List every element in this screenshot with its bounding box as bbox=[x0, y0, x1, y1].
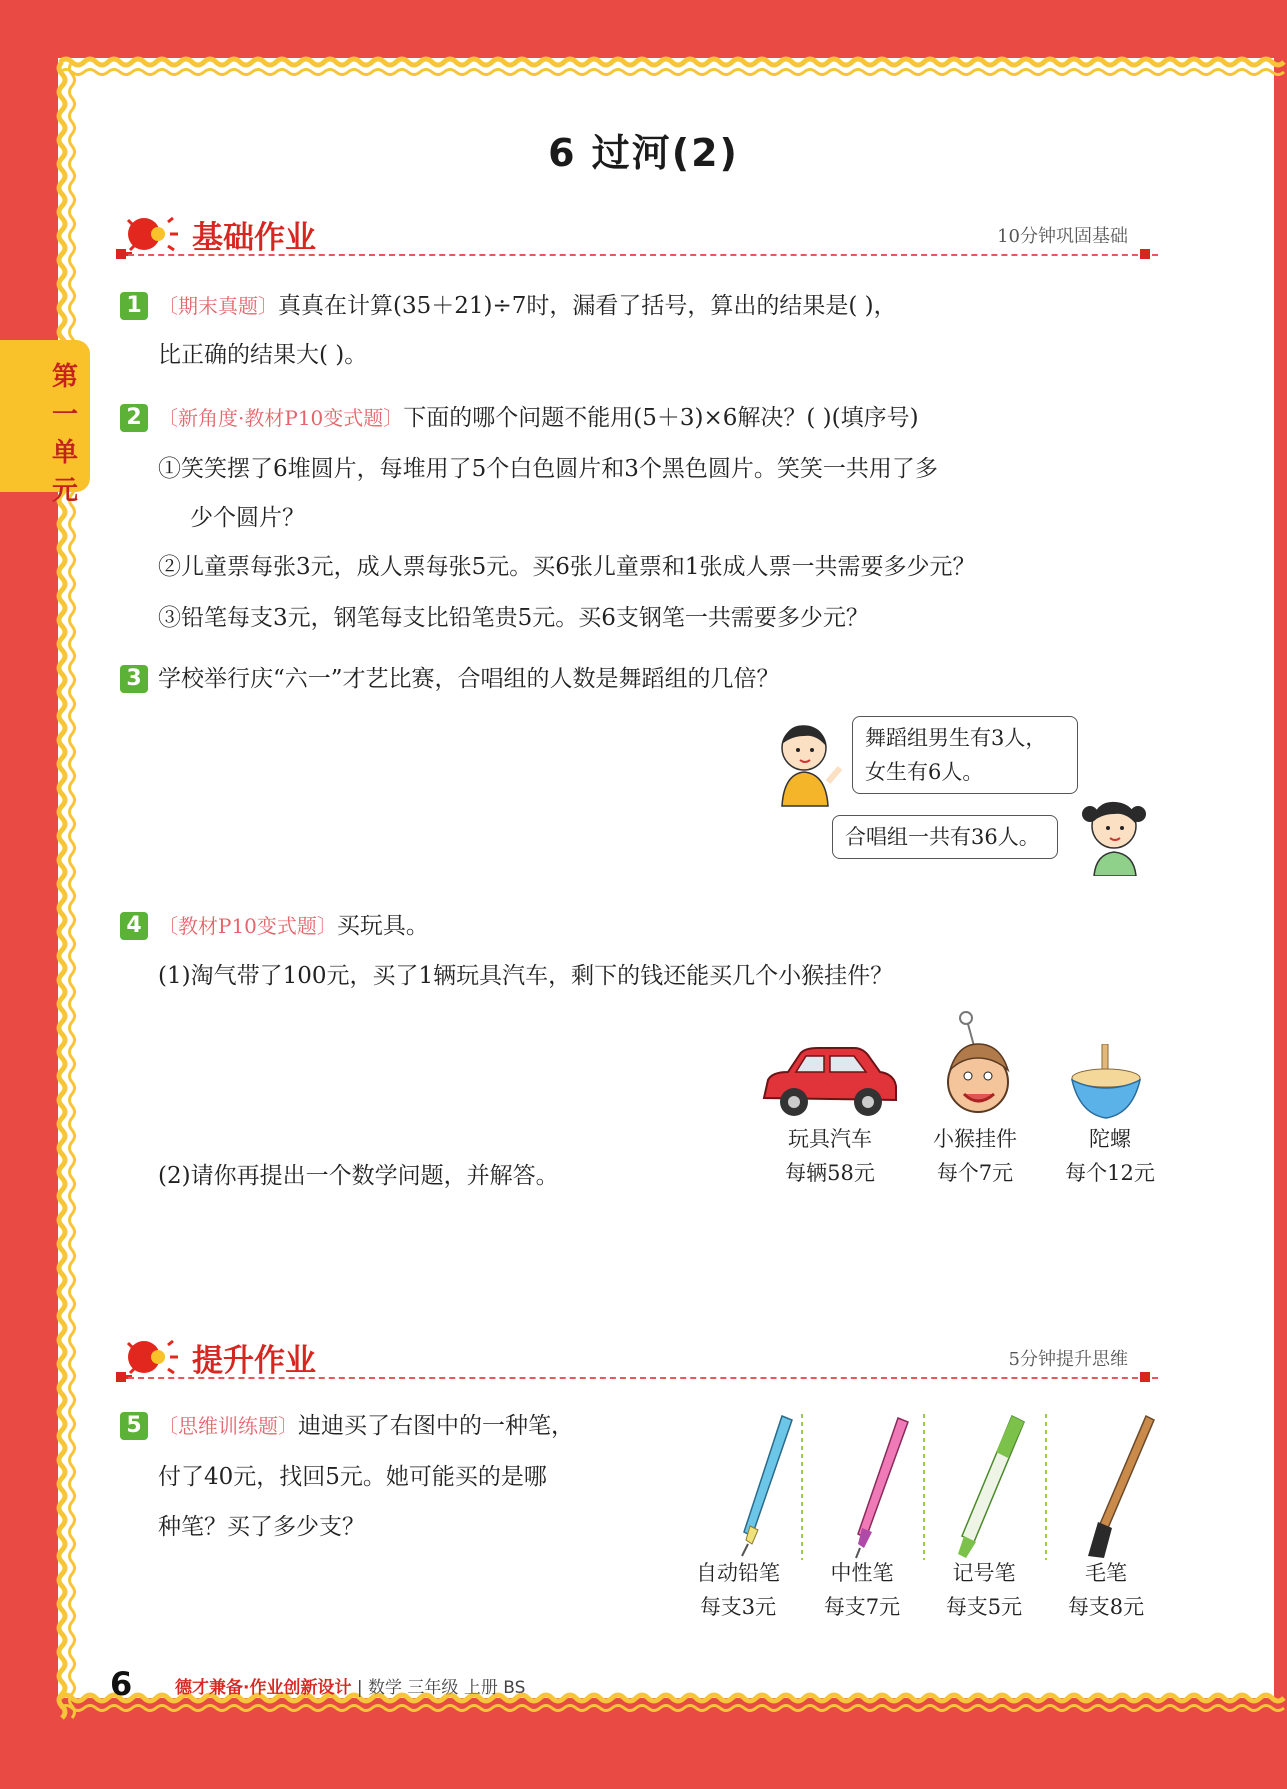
bubble-boy-line2: 女生有6人。 bbox=[865, 760, 984, 784]
q4-sub1: (1)淘气带了100元，买了1辆玩具汽车，剩下的钱还能买几个小猴挂件？ bbox=[158, 963, 894, 989]
q5-line1 bbox=[158, 1411, 574, 1441]
q1-tag: 〔期末真题〕 bbox=[158, 294, 278, 318]
section-advanced-header bbox=[118, 1333, 1158, 1393]
lamp-icon bbox=[118, 1333, 184, 1383]
brush-icon bbox=[1088, 1416, 1154, 1558]
q1-line1 bbox=[158, 291, 897, 321]
pen-price-3: 每支5元 bbox=[945, 1595, 1023, 1619]
question-number-3: 3 bbox=[120, 665, 148, 693]
toy-car-illustration bbox=[758, 1044, 900, 1120]
pen-price-4: 每支8元 bbox=[1067, 1595, 1145, 1619]
monkey-keychain-illustration bbox=[938, 1010, 1020, 1122]
divider-end-left bbox=[116, 1372, 126, 1382]
divider-end-right bbox=[1140, 1372, 1150, 1382]
q1-line2: 比正确的结果大( )。 bbox=[158, 342, 368, 368]
q5-text1: 迪迪买了右图中的一种笔， bbox=[298, 1413, 574, 1439]
pens-illustration bbox=[712, 1410, 1172, 1562]
q2-stem-text: 下面的哪个问题不能用(5＋3)×6解决？( )(填序号) bbox=[403, 405, 919, 431]
toy-item-3 bbox=[1040, 1122, 1180, 1190]
pen-name-4: 毛笔 bbox=[1085, 1561, 1127, 1585]
toy-name-3: 陀螺 bbox=[1089, 1127, 1131, 1151]
q3-stem: 学校举行庆“六一”才艺比赛，合唱组的人数是舞蹈组的几倍？ bbox=[158, 666, 780, 692]
question-number-1: 1 bbox=[120, 292, 148, 320]
pen-item-4 bbox=[1050, 1556, 1162, 1624]
footer-brand: 德才兼备·作业创新设计 bbox=[175, 1678, 352, 1698]
section-basic-subtitle: 10分钟巩固基础 bbox=[997, 226, 1128, 247]
q2-option1-line1: ①笑笑摆了6堆圆片，每堆用了5个白色圆片和3个黑色圆片。笑笑一共用了多 bbox=[158, 456, 938, 482]
pen-item-2 bbox=[806, 1556, 918, 1624]
pen-item-1 bbox=[682, 1556, 794, 1624]
pen-price-2: 每支7元 bbox=[823, 1595, 901, 1619]
footer-details: | 数学 三年级 上册 BS bbox=[356, 1678, 526, 1698]
pen-name-3: 记号笔 bbox=[952, 1561, 1016, 1585]
question-number-5: 5 bbox=[120, 1412, 148, 1440]
toy-item-2 bbox=[910, 1122, 1040, 1190]
toy-name-2: 小猴挂件 bbox=[933, 1127, 1017, 1151]
q4-sub2: (2)请你再提出一个数学问题，并解答。 bbox=[158, 1163, 559, 1189]
girl-illustration bbox=[1078, 792, 1158, 876]
divider-end-right bbox=[1140, 249, 1150, 259]
q1-text1: 真真在计算(35＋21)÷7时，漏看了括号，算出的结果是( )， bbox=[278, 293, 897, 319]
spinning-top-illustration bbox=[1066, 1044, 1146, 1120]
section-advanced-subtitle: 5分钟提升思维 bbox=[1008, 1349, 1128, 1370]
pen-item-3 bbox=[928, 1556, 1040, 1624]
section-basic-header bbox=[118, 210, 1158, 270]
q2-stem bbox=[158, 403, 919, 433]
unit-tab-label: 第一单元 bbox=[51, 362, 78, 506]
question-number-4: 4 bbox=[120, 912, 148, 940]
mechanical-pencil-icon bbox=[742, 1416, 792, 1556]
pen-name-2: 中性笔 bbox=[830, 1561, 894, 1585]
boy-illustration bbox=[768, 718, 848, 810]
speech-bubble-girl bbox=[832, 815, 1058, 859]
q2-option2: ②儿童票每张3元，成人票每张5元。买6张儿童票和1张成人票一共需要多少元？ bbox=[158, 554, 976, 580]
q5-line2: 付了40元，找回5元。她可能买的是哪 bbox=[158, 1464, 547, 1490]
toy-item-1 bbox=[760, 1122, 900, 1190]
toy-price-1: 每辆58元 bbox=[785, 1161, 875, 1185]
section-basic-title: 基础作业 bbox=[192, 220, 316, 256]
lamp-icon bbox=[118, 210, 184, 260]
gel-pen-icon bbox=[856, 1418, 908, 1558]
q2-option3: ③铅笔每支3元，钢笔每支比铅笔贵5元。买6支钢笔一共需要多少元？ bbox=[158, 605, 869, 631]
section-advanced-title: 提升作业 bbox=[192, 1343, 316, 1379]
speech-bubble-boy bbox=[852, 716, 1078, 794]
question-number-2: 2 bbox=[120, 404, 148, 432]
pen-name-1: 自动铅笔 bbox=[696, 1561, 780, 1585]
section-divider bbox=[118, 1377, 1158, 1379]
bubble-boy-line1: 舞蹈组男生有3人， bbox=[865, 726, 1047, 750]
unit-tab bbox=[0, 340, 90, 506]
divider-end-left bbox=[116, 249, 126, 259]
footer-info bbox=[175, 1673, 525, 1698]
section-divider bbox=[118, 254, 1158, 256]
q2-option1-line2: 少个圆片？ bbox=[190, 505, 305, 531]
bubble-girl-line1: 合唱组一共有36人。 bbox=[845, 825, 1040, 849]
toy-price-3: 每个12元 bbox=[1065, 1161, 1155, 1185]
q5-tag: 〔思维训练题〕 bbox=[158, 1414, 298, 1438]
q4-tag: 〔教材P10变式题〕 bbox=[158, 914, 337, 938]
q4-stem-text: 买玩具。 bbox=[336, 913, 429, 939]
marker-pen-icon bbox=[958, 1416, 1024, 1558]
toy-name-1: 玩具汽车 bbox=[788, 1127, 872, 1151]
q4-stem bbox=[158, 911, 429, 941]
pen-price-1: 每支3元 bbox=[699, 1595, 777, 1619]
page-number: 6 bbox=[110, 1665, 133, 1703]
toy-price-2: 每个7元 bbox=[936, 1161, 1014, 1185]
page-title: 6 过河(2) bbox=[548, 131, 739, 175]
q2-tag: 〔新角度·教材P10变式题〕 bbox=[158, 406, 404, 430]
q5-line3: 种笔？买了多少支？ bbox=[158, 1514, 365, 1540]
